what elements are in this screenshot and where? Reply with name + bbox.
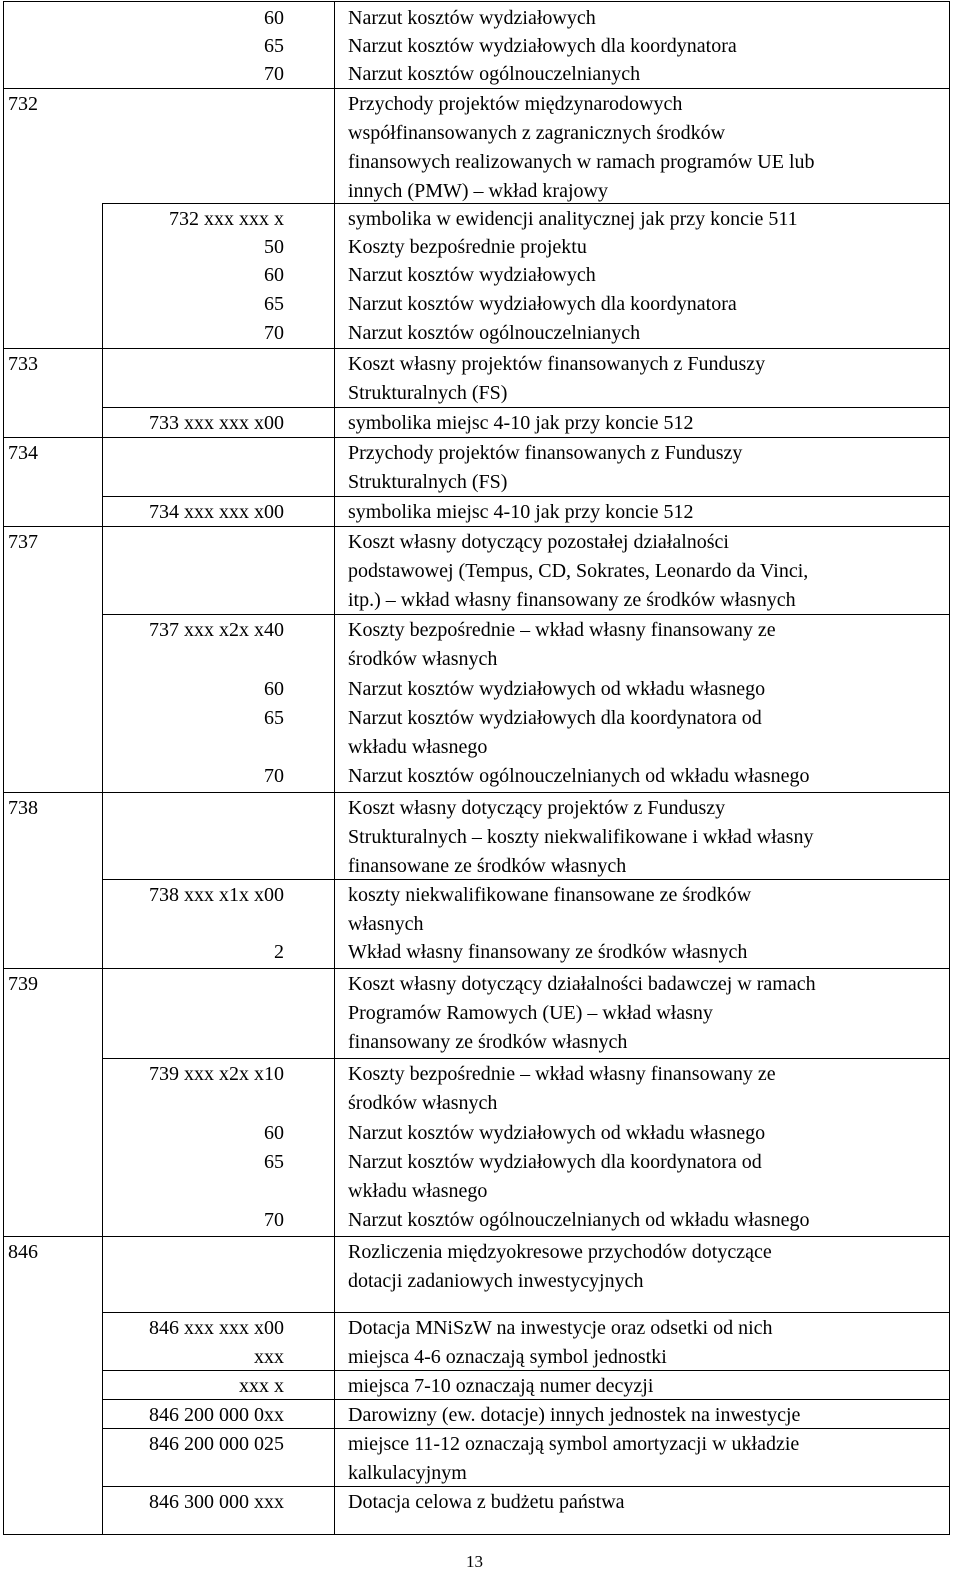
row-separator <box>3 348 949 349</box>
row-separator <box>102 496 949 497</box>
row-separator <box>102 1370 949 1371</box>
sub-account-code: 737 xxx x2x x40 <box>149 619 284 641</box>
account-description: symbolika w ewidencji analitycznej jak przy koncie 511 <box>348 208 798 230</box>
account-description: środków własnych <box>348 1092 498 1114</box>
row-separator <box>102 1058 949 1059</box>
account-description: wkładu własnego <box>348 1180 488 1202</box>
account-description: itp.) – wkład własny finansowany ze środków własnych <box>348 589 796 611</box>
row-separator <box>102 614 949 615</box>
account-description: finansowany ze środków własnych <box>348 1031 628 1053</box>
account-description: Przychody projektów międzynarodowych <box>348 93 683 115</box>
sub-account-code: 846 xxx xxx x00 <box>149 1317 284 1339</box>
sub-account-code: 65 <box>264 293 284 315</box>
account-description: kalkulacyjnym <box>348 1462 467 1484</box>
sub-account-code: 70 <box>264 1209 284 1231</box>
row-separator <box>102 1428 949 1429</box>
sub-account-code: 846 200 000 025 <box>149 1433 284 1455</box>
account-description: Koszt własny dotyczący działalności badawczej w ramach <box>348 973 816 995</box>
row-separator <box>3 88 949 89</box>
row-separator <box>3 526 949 527</box>
account-description: symbolika miejsc 4-10 jak przy koncie 512 <box>348 412 694 434</box>
account-description: Koszty bezpośrednie – wkład własny finansowany ze <box>348 1063 776 1085</box>
sub-account-code: 846 200 000 0xx <box>149 1404 284 1426</box>
sub-account-code: 739 xxx x2x x10 <box>149 1063 284 1085</box>
account-number: 733 <box>8 353 38 375</box>
account-description: Darowizny (ew. dotacje) innych jednostek na inwestycje <box>348 1404 801 1426</box>
account-description: Narzut kosztów ogólnouczelnianych <box>348 322 641 344</box>
row-separator <box>102 1486 949 1487</box>
account-number: 732 <box>8 93 38 115</box>
account-description: miejsca 4-6 oznaczają symbol jednostki <box>348 1346 667 1368</box>
account-number: 737 <box>8 531 38 553</box>
account-description: Narzut kosztów wydziałowych od wkładu własnego <box>348 678 766 700</box>
sub-account-code: 846 300 000 xxx <box>149 1491 284 1513</box>
account-description: Rozliczenia międzyokresowe przychodów dotyczące <box>348 1241 772 1263</box>
sub-account-code: 2 <box>274 941 284 963</box>
account-description: Strukturalnych (FS) <box>348 382 508 404</box>
account-description: Koszt własny dotyczący pozostałej działalności <box>348 531 729 553</box>
sub-account-code: 734 xxx xxx x00 <box>149 501 284 523</box>
account-description: innych (PMW) – wkład krajowy <box>348 180 608 202</box>
column-divider <box>334 1 335 1534</box>
sub-account-code: xxx x <box>239 1375 284 1397</box>
account-description: wkładu własnego <box>348 736 488 758</box>
row-separator <box>102 407 949 408</box>
sub-account-code: 65 <box>264 707 284 729</box>
account-description: Koszt własny dotyczący projektów z Funduszy <box>348 797 726 819</box>
sub-account-code: 60 <box>264 678 284 700</box>
account-description: Przychody projektów finansowanych z Funduszy <box>348 442 743 464</box>
account-description: Strukturalnych (FS) <box>348 471 508 493</box>
account-description: współfinansowanych z zagranicznych środków <box>348 122 726 144</box>
account-description: koszty niekwalifikowane finansowane ze środków <box>348 884 752 906</box>
account-description: finansowane ze środków własnych <box>348 855 627 877</box>
account-number: 846 <box>8 1241 38 1263</box>
account-description: Narzut kosztów ogólnouczelnianych <box>348 63 641 85</box>
sub-account-code: 50 <box>264 236 284 258</box>
account-description: środków własnych <box>348 648 498 670</box>
sub-account-code: 60 <box>264 7 284 29</box>
account-number: 738 <box>8 797 38 819</box>
account-description: dotacji zadaniowych inwestycyjnych <box>348 1270 644 1292</box>
account-description: podstawowej (Tempus, CD, Sokrates, Leonardo da Vinci, <box>348 560 809 582</box>
sub-account-code: 738 xxx x1x x00 <box>149 884 284 906</box>
account-description: miejsce 11-12 oznaczają symbol amortyzacji w układzie <box>348 1433 800 1455</box>
row-separator <box>102 1399 949 1400</box>
sub-account-code: 732 xxx xxx x <box>169 208 284 230</box>
row-separator <box>102 203 949 204</box>
row-separator <box>3 437 949 438</box>
table-border-top <box>3 1 949 2</box>
row-separator <box>102 879 949 880</box>
account-description: Narzut kosztów ogólnouczelnianych od wkładu własnego <box>348 765 810 787</box>
account-description: miejsca 7-10 oznaczają numer decyzji <box>348 1375 654 1397</box>
sub-account-code: 65 <box>264 35 284 57</box>
account-description: Programów Ramowych (UE) – wkład własny <box>348 1002 713 1024</box>
page-number: 13 <box>466 1552 483 1571</box>
account-description: Koszty bezpośrednie – wkład własny finansowany ze <box>348 619 776 641</box>
account-description: Wkład własny finansowany ze środków własnych <box>348 941 748 963</box>
account-description: Narzut kosztów wydziałowych dla koordynatora <box>348 35 737 57</box>
account-description: Koszt własny projektów finansowanych z Funduszy <box>348 353 766 375</box>
account-description: Narzut kosztów ogólnouczelnianych od wkładu własnego <box>348 1209 810 1231</box>
account-number: 739 <box>8 973 38 995</box>
account-description: Narzut kosztów wydziałowych dla koordynatora od <box>348 1151 762 1173</box>
account-description: Dotacja celowa z budżetu państwa <box>348 1491 625 1513</box>
account-description: Strukturalnych – koszty niekwalifikowane i wkład własny <box>348 826 814 848</box>
account-description: symbolika miejsc 4-10 jak przy koncie 512 <box>348 501 694 523</box>
account-description: Narzut kosztów wydziałowych <box>348 7 596 29</box>
sub-account-code: 70 <box>264 63 284 85</box>
account-description: własnych <box>348 913 424 935</box>
table-border-right <box>949 1 950 1535</box>
account-description: Koszty bezpośrednie projektu <box>348 236 587 258</box>
sub-account-code: 60 <box>264 1122 284 1144</box>
row-separator <box>3 792 949 793</box>
sub-account-code: 70 <box>264 322 284 344</box>
row-separator <box>3 968 949 969</box>
row-separator <box>102 1312 949 1313</box>
account-description: Narzut kosztów wydziałowych od wkładu własnego <box>348 1122 766 1144</box>
sub-account-code: 65 <box>264 1151 284 1173</box>
account-description: Narzut kosztów wydziałowych dla koordynatora <box>348 293 737 315</box>
sub-account-code: 60 <box>264 264 284 286</box>
account-description: finansowych realizowanych w ramach programów UE lub <box>348 151 815 173</box>
sub-account-code: 70 <box>264 765 284 787</box>
sub-account-code: 733 xxx xxx x00 <box>149 412 284 434</box>
table-border-left <box>3 1 4 1534</box>
account-number: 734 <box>8 442 38 464</box>
sub-account-code: xxx <box>254 1346 284 1368</box>
column-divider <box>102 203 103 1534</box>
account-description: Narzut kosztów wydziałowych dla koordynatora od <box>348 707 762 729</box>
account-description: Dotacja MNiSzW na inwestycje oraz odsetki od nich <box>348 1317 773 1339</box>
account-description: Narzut kosztów wydziałowych <box>348 264 596 286</box>
row-separator <box>3 1236 949 1237</box>
table-border-bottom <box>3 1534 949 1535</box>
